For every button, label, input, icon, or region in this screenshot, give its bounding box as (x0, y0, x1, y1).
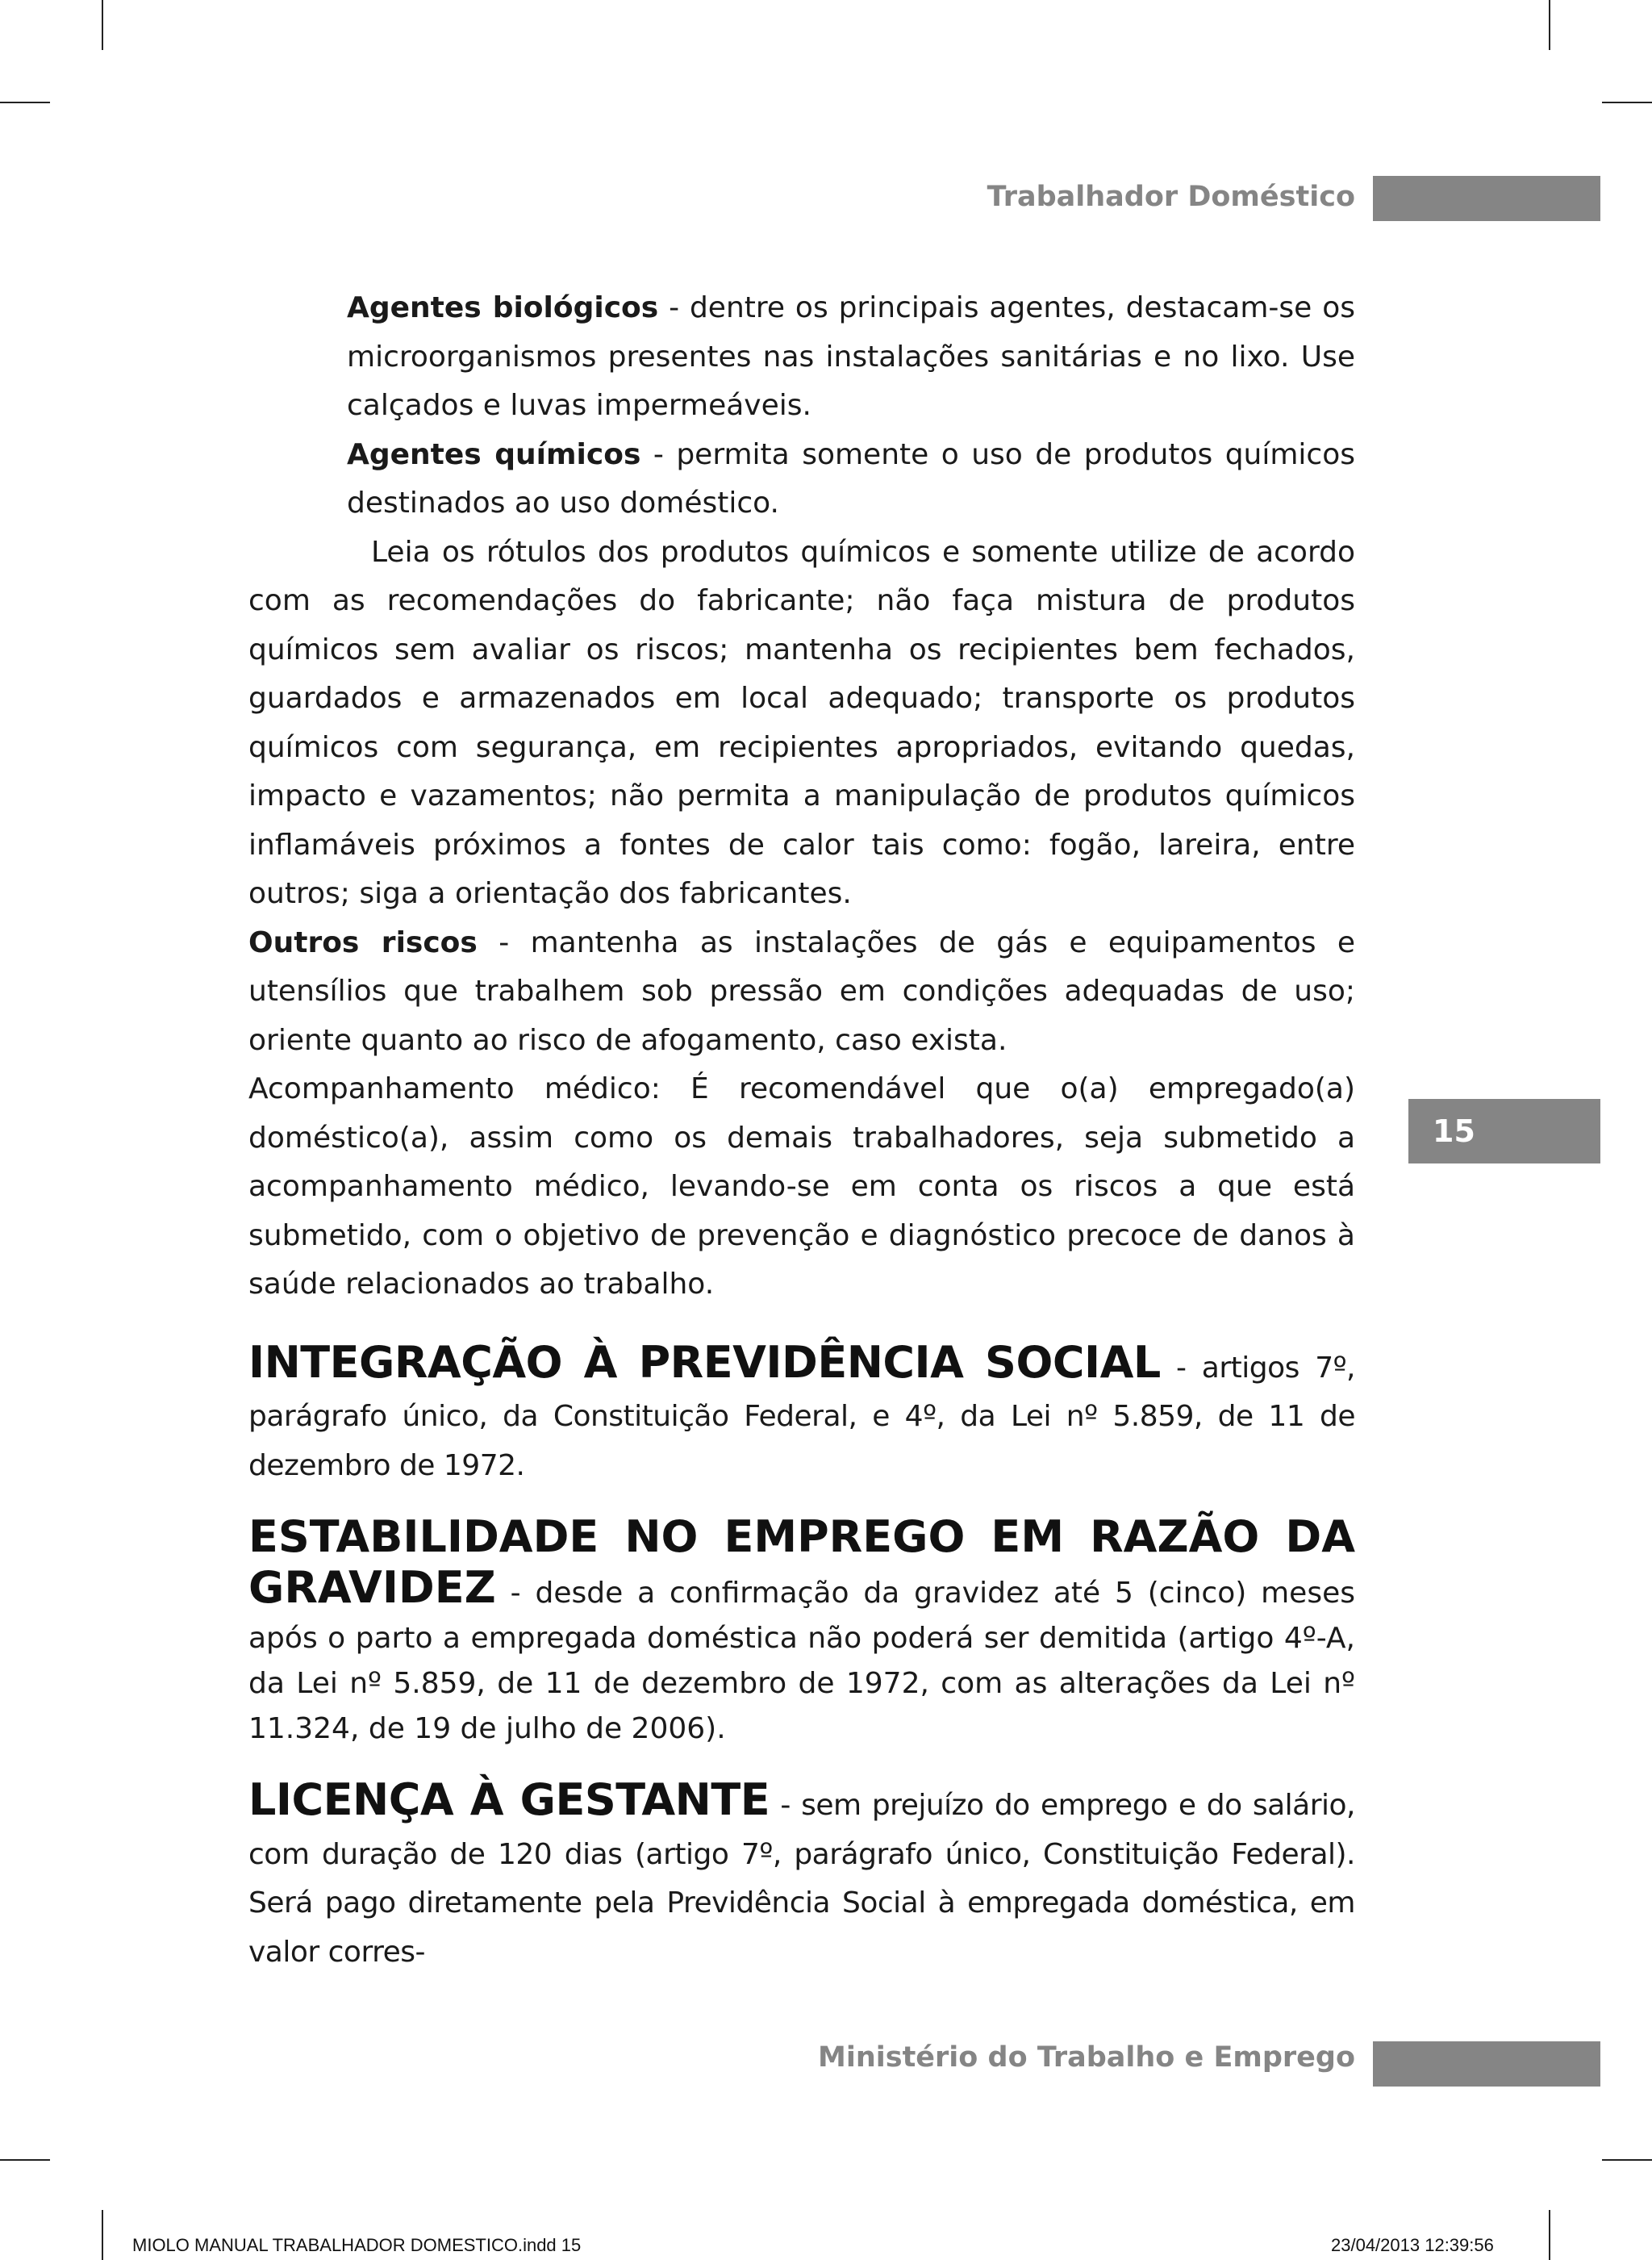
crop-mark (1549, 0, 1550, 50)
section-text: - desde a confirmação da gravidez até 5 (cinco) meses após o parto a empregada doméstica não poderá ser demitida (artigo 4º-A, da Lei nº 5.859, de 11 de dezembro de 1972, com as alterações da Lei nº 11.324, de 19 de julho de 2006). (248, 1577, 1355, 1745)
footer-bar (1373, 2041, 1600, 2087)
page-body (248, 284, 1355, 1977)
page-number: 15 (1408, 1099, 1600, 1163)
header-bar (1373, 176, 1600, 221)
paragraph-acompanhamento-medico: Acompanhamento médico: É recomendável que o(a) empregado(a) doméstico(a), assim como os demais trabalhadores, seja submetido a acompanhamento médico, levando-se em conta os riscos a que está submetido, com o objetivo de prevenção e diagnóstico precoce de danos à saúde relacionados ao trabalho. (248, 1072, 1355, 1301)
term-outros-riscos: Outros riscos (248, 925, 478, 959)
paragraph-text: - dentre os principais agentes, destacam-se os microorganismos presentes nas instalações sanitárias e no lixo. Use calçados e luvas impermeáveis. (347, 291, 1355, 422)
paragraph-text: - permita somente o uso de produtos químicos destinados ao uso doméstico. (347, 437, 1356, 520)
paragraph-agentes-biologicos (248, 284, 1355, 431)
section-heading: LICENÇA À GESTANTE (248, 1774, 770, 1825)
paragraph-text: - mantenha as instalações de gás e equipamentos e utensílios que trabalhem sob pressão em condições adequadas de uso; oriente quanto ao risco de afogamento, caso exista. (248, 925, 1355, 1057)
crop-mark (102, 2210, 103, 2260)
section-licenca-gestante (248, 1776, 1355, 1977)
crop-mark (1602, 102, 1652, 103)
section-integracao-previdencia (248, 1336, 1356, 1491)
print-slug-datetime: 23/04/2013 12:39:56 (1331, 2235, 1494, 2255)
paragraph-rotulos: Leia os rótulos dos produtos químicos e somente utilize de acordo com as recomendações do fabricante; não faça mistura de produtos químicos sem avaliar os riscos; mantenha os recipientes bem fechados, guardados e armazenados em local adequado; transporte os produtos químicos com segurança, em recipientes apropriados, evitando quedas, impacto e vazamentos; não permita a manipulação de produtos químicos inflamáveis próximos a fontes de calor tais como: fogão, lareira, entre outros; siga a orientação dos fabricantes. (248, 535, 1355, 910)
crop-mark (1602, 2159, 1652, 2161)
crop-mark (0, 2159, 50, 2161)
crop-mark (0, 102, 50, 103)
section-heading: ESTABILIDADE NO EMPREGO EM RAZÃO DA GRAVIDEZ (248, 1511, 1355, 1613)
term-agentes-quimicos: Agentes químicos (347, 437, 641, 471)
footer-credit: Ministério do Trabalho e Emprego (818, 2041, 1355, 2074)
section-text: - artigos 7º, parágrafo único, da Constituição Federal, e 4º, da Lei nº 5.859, de 11 de dezembro de 1972. (248, 1351, 1356, 1482)
crop-mark (1549, 2210, 1550, 2260)
term-agentes-biologicos: Agentes biológicos (347, 291, 659, 324)
section-estabilidade-gravidez (248, 1511, 1355, 1752)
print-slug-filename: MIOLO MANUAL TRABALHADOR DOMESTICO.indd 15 (132, 2235, 582, 2255)
section-heading: INTEGRAÇÃO À PREVIDÊNCIA SOCIAL (248, 1336, 1161, 1388)
paragraph-outros-riscos (248, 919, 1355, 1066)
section-text: - sem prejuízo do emprego e do salário, com duração de 120 dias (artigo 7º, parágrafo único, Constituição Federal). Será pago diretamente pela Previdência Social à empregada doméstica, em valor corres- (248, 1789, 1356, 1969)
running-head: Trabalhador Doméstico (987, 181, 1355, 213)
paragraph-agentes-quimicos (248, 431, 1355, 528)
crop-mark (102, 0, 103, 50)
